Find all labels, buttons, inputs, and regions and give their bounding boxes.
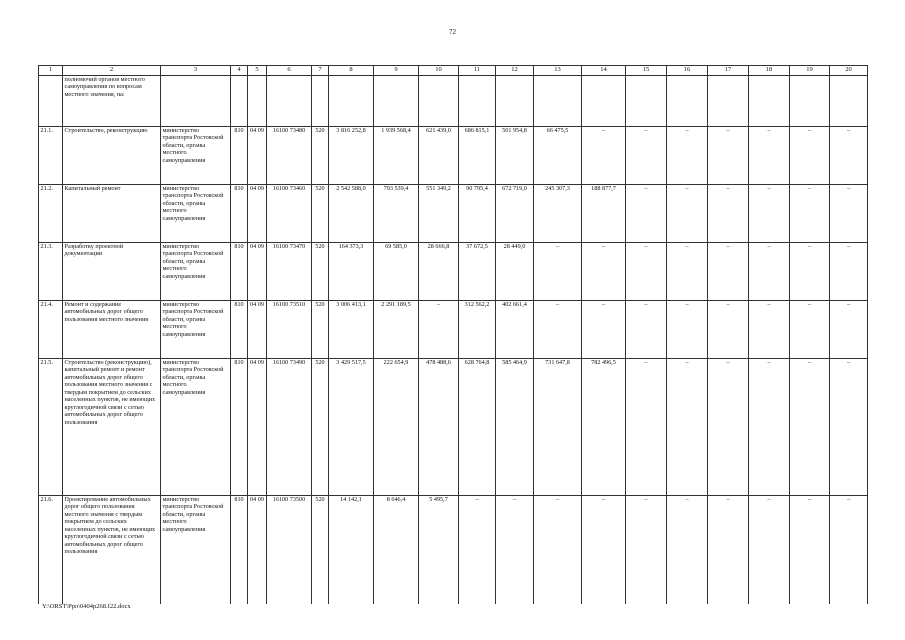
cell: 164 373,3	[329, 243, 374, 301]
cell: 16100 73460	[267, 185, 312, 243]
table-row	[39, 301, 868, 359]
cell: 312 562,2	[459, 301, 496, 359]
cell: –	[626, 301, 667, 359]
row-name: Разработку проектной документации	[63, 243, 161, 301]
cell: 782 496,5	[582, 359, 626, 496]
cell: 245 307,3	[534, 185, 582, 243]
cell: 520	[312, 243, 329, 301]
cell: –	[708, 359, 749, 496]
cell: 04 09	[248, 127, 267, 185]
cell: 520	[312, 127, 329, 185]
row-number: 21.3.	[39, 243, 63, 301]
cell: 402 661,4	[496, 301, 534, 359]
cell: –	[830, 359, 868, 496]
cell: –	[790, 185, 830, 243]
cell: –	[626, 496, 667, 605]
cell: 810	[231, 359, 248, 496]
row-org: министерство транспорта Ростовской области, органы местного самоуправления	[161, 496, 231, 605]
col-header: 10	[419, 66, 459, 76]
cell: 551 349,2	[419, 185, 459, 243]
row-name: Ремонт и содержание автомобильных дорог общего пользования местного значения	[63, 301, 161, 359]
cell: 04 09	[248, 301, 267, 359]
cell: 16100 73490	[267, 359, 312, 496]
cell: 810	[231, 185, 248, 243]
cell: –	[626, 185, 667, 243]
cell: –	[708, 496, 749, 605]
cell: 188 877,7	[582, 185, 626, 243]
cell: –	[667, 243, 708, 301]
cell: 501 954,8	[496, 127, 534, 185]
col-header: 20	[830, 66, 868, 76]
cell: 520	[312, 359, 329, 496]
row-name: Строительство, реконструкцию	[63, 127, 161, 185]
col-header: 4	[231, 66, 248, 76]
cell: 585 464,9	[496, 359, 534, 496]
row-name: Строительство (реконструкцию), капитальный ремонт и ремонт автомобильных дорог общего пользования местного значения с твердым покрытием до сельских населенных пунктов, не имеющих круглогодичной связи с сетью автомобильных дорог общего пользования	[63, 359, 161, 496]
cell: 222 654,9	[374, 359, 419, 496]
cell: –	[626, 127, 667, 185]
col-header: 14	[582, 66, 626, 76]
cell: –	[749, 185, 790, 243]
table-row	[39, 243, 868, 301]
row-org: министерство транспорта Ростовской области, органы местного самоуправления	[161, 127, 231, 185]
row-org: министерство транспорта Ростовской области, органы местного самоуправления	[161, 243, 231, 301]
cell: 3 429 517,5	[329, 359, 374, 496]
row-number: 21.5.	[39, 359, 63, 496]
cell: 1 939 568,4	[374, 127, 419, 185]
cell: –	[749, 359, 790, 496]
row-number: 21.4.	[39, 301, 63, 359]
cell: 69 585,0	[374, 243, 419, 301]
cell: –	[667, 185, 708, 243]
cell: –	[582, 496, 626, 605]
cell: –	[830, 127, 868, 185]
cell: –	[496, 496, 534, 605]
col-header: 2	[63, 66, 161, 76]
col-header: 13	[534, 66, 582, 76]
cell: 8 646,4	[374, 496, 419, 605]
cell: 04 09	[248, 243, 267, 301]
cell: 520	[312, 301, 329, 359]
cell: 621 439,0	[419, 127, 459, 185]
cell: 28 449,0	[496, 243, 534, 301]
row-org: министерство транспорта Ростовской области, органы местного самоуправления	[161, 301, 231, 359]
cell: –	[667, 496, 708, 605]
cell: –	[708, 185, 749, 243]
cell: 810	[231, 496, 248, 605]
cell: 16100 73480	[267, 127, 312, 185]
table-row	[39, 127, 868, 185]
cell: –	[582, 301, 626, 359]
cell: –	[830, 301, 868, 359]
col-header: 8	[329, 66, 374, 76]
cell: 731 647,8	[534, 359, 582, 496]
table-row	[39, 185, 868, 243]
cell: 16100 73510	[267, 301, 312, 359]
col-header: 6	[267, 66, 312, 76]
cell: 3 816 252,8	[329, 127, 374, 185]
cell: 16100 73500	[267, 496, 312, 605]
cell: –	[830, 496, 868, 605]
cell: –	[790, 359, 830, 496]
cell: –	[749, 496, 790, 605]
cell: 5 495,7	[419, 496, 459, 605]
cell: 14 142,1	[329, 496, 374, 605]
col-header: 5	[248, 66, 267, 76]
cell: –	[708, 243, 749, 301]
cell: 478 488,6	[419, 359, 459, 496]
cell: 672 719,0	[496, 185, 534, 243]
cell: –	[830, 185, 868, 243]
cell: –	[790, 301, 830, 359]
col-header: 7	[312, 66, 329, 76]
cell: 810	[231, 127, 248, 185]
cell: –	[582, 243, 626, 301]
col-header: 16	[667, 66, 708, 76]
cell: –	[749, 301, 790, 359]
budget-table	[38, 65, 868, 604]
col-header: 15	[626, 66, 667, 76]
col-header: 18	[749, 66, 790, 76]
cell: –	[708, 301, 749, 359]
continuation-row	[39, 76, 868, 127]
cell: 66 475,5	[534, 127, 582, 185]
cell: –	[582, 127, 626, 185]
row-name: Проектирование автомобильных дорог общего пользования местного значения с твердым покрытием до сельских населенных пунктов, не имеющих круглогодичной связи с сетью автомобильных дорог общего пользования	[63, 496, 161, 605]
col-header: 19	[790, 66, 830, 76]
cell: 2 542 588,0	[329, 185, 374, 243]
page-number: 72	[449, 28, 456, 36]
table-row	[39, 496, 868, 605]
cell: –	[667, 301, 708, 359]
cell: –	[534, 496, 582, 605]
row-org: министерство транспорта Ростовской области, органы местного самоуправления	[161, 359, 231, 496]
cell: 04 09	[248, 496, 267, 605]
cell: 04 09	[248, 359, 267, 496]
col-header: 1	[39, 66, 63, 76]
cell: –	[667, 359, 708, 496]
cell: 520	[312, 185, 329, 243]
cell: –	[626, 243, 667, 301]
cell: –	[790, 496, 830, 605]
row-name: Капитальный ремонт	[63, 185, 161, 243]
cell: 90 795,4	[459, 185, 496, 243]
row-number: 21.1.	[39, 127, 63, 185]
file-path-footer: Y:\ORST\Ppo\0404p268.f22.docx	[42, 603, 131, 610]
cell: 686 815,1	[459, 127, 496, 185]
cell: 810	[231, 301, 248, 359]
column-number-row	[39, 66, 868, 76]
cell: –	[790, 127, 830, 185]
cell: 520	[312, 496, 329, 605]
col-header: 17	[708, 66, 749, 76]
cell: –	[459, 496, 496, 605]
cell: –	[534, 301, 582, 359]
cell: 04 09	[248, 185, 267, 243]
cell: –	[626, 359, 667, 496]
cell: –	[419, 301, 459, 359]
cell: –	[667, 127, 708, 185]
cell: 793 539,4	[374, 185, 419, 243]
row-number: 21.6.	[39, 496, 63, 605]
cell: 810	[231, 243, 248, 301]
row-org: министерство транспорта Ростовской области, органы местного самоуправления	[161, 185, 231, 243]
col-header: 3	[161, 66, 231, 76]
col-header: 12	[496, 66, 534, 76]
cell: –	[830, 243, 868, 301]
cell: 28 666,8	[419, 243, 459, 301]
table-row	[39, 359, 868, 496]
cell: 628 764,8	[459, 359, 496, 496]
cell: –	[534, 243, 582, 301]
row-number: 21.2.	[39, 185, 63, 243]
cell: 2 291 189,5	[374, 301, 419, 359]
cell: –	[790, 243, 830, 301]
cell: 3 006 413,1	[329, 301, 374, 359]
cell: –	[749, 127, 790, 185]
cell: 16100 73470	[267, 243, 312, 301]
continuation-text: полномочий органов местного самоуправления по вопросам местного значения, на:	[63, 76, 161, 127]
cell: –	[708, 127, 749, 185]
cell: –	[749, 243, 790, 301]
col-header: 11	[459, 66, 496, 76]
cell: 37 672,5	[459, 243, 496, 301]
col-header: 9	[374, 66, 419, 76]
